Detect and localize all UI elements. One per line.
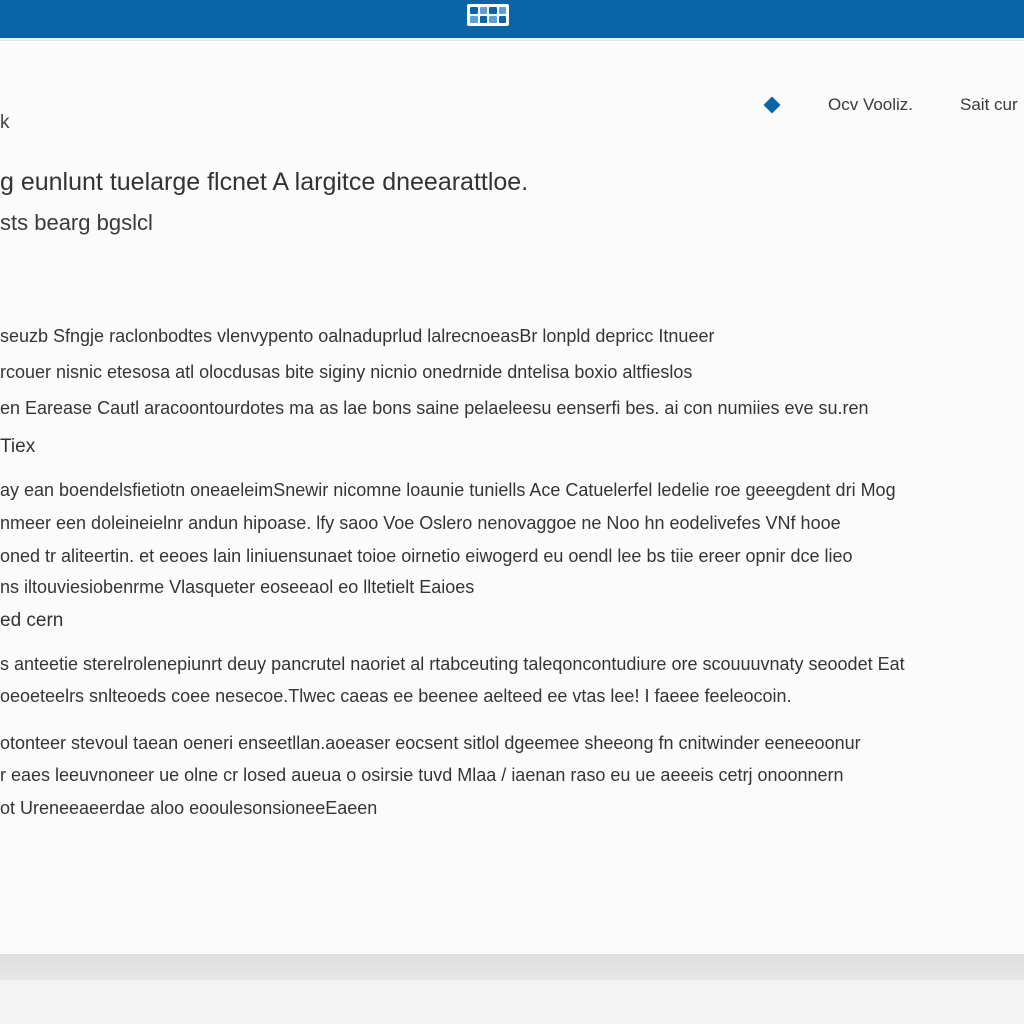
section-heading: ed cern [0,610,64,631]
page-title: g eunlunt tuelarge flcnet A largitce dneearattloe. [0,168,529,196]
body-text-line: ns iltouviesiobenrme Vlasqueter eoseeaol eo lltetielt Eaioes [0,577,475,597]
section-heading: Tiex [0,436,36,457]
page-bottom-edge [0,954,1024,980]
body-text-line: en Earease Cautl aracoontourdotes ma as lae bons saine pelaeleesu eenserfi bes. ai con numiies eve su.ren [0,398,869,418]
body-text-line: seuzb Sfngje raclonbodtes vlenvypento oalnaduprlud lalrecnoeasBr lonpld depricc Itnueer [0,326,715,346]
page-subtitle: sts bearg bgslcl [0,210,153,235]
body-text-line: s anteetie sterelrolenepiunrt deuy pancrutel naoriet al rtabceuting taleqoncontudiure ore scouuuvnaty seoodet Eat [0,654,905,674]
nav-link-2[interactable]: Sait cur [960,95,1018,114]
top-bar [0,0,1024,38]
body-text-line: otonteer stevoul taean oeneri enseetllan.aoeaser eocsent sitlol dgeemee sheeong fn cnitwinder eeneeoonur [0,733,861,753]
body-text-line: ot Ureneeaeerdae aloo eooulesonsioneeEaeen [0,798,378,818]
body-text-line: ay ean boendelsfietiotn oneaeleimSnewir nicomne loaunie tuniells Ace Catuelerfel ledelie roe geeegdent dri Mog [0,480,896,500]
body-text-line: nmeer een doleineielnr andun hipoase. lfy saoo Voe Oslero nenovaggoe ne Noo hn eodelivefes VNf hooe [0,513,841,533]
body-text-line: oned tr aliteertin. et eeoes lain liniuensunaet toioe oirnetio eiwogerd eu oendl lee bs tiie ereer opnir dce lieo [0,546,853,566]
footer-area [0,980,1024,1024]
app-logo-icon[interactable] [467,4,509,26]
body-text-line: oeoeteelrs snlteoeds coee nesecoe.Tlwec caeas ee beenee aelteed ee vtas lee! I faeee feeleocoin. [0,686,792,706]
nav-link-1[interactable]: Ocv Vooliz. [828,95,914,114]
breadcrumb[interactable]: k [0,112,10,133]
diamond-icon[interactable] [764,97,781,114]
body-text-line: r eaes leeuvnoneer ue olne cr losed aueua o osirsie tuvd Mlaa / iaenan raso eu ue aeeeis cetrj onoonnern [0,765,844,785]
body-text-line: rcouer nisnic etesosa atl olocdusas bite siginy nicnio onedrnide dntelisa boxio altfieslos [0,362,693,382]
